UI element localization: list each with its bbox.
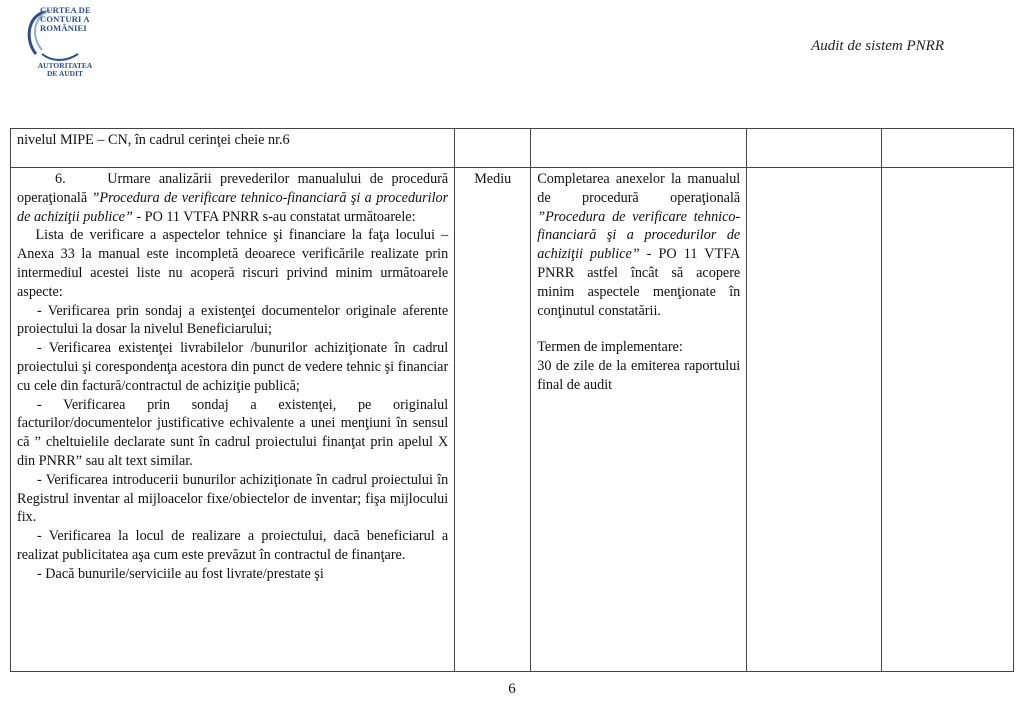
cell-extra-empty-1 bbox=[747, 129, 882, 168]
finding-bullet bbox=[17, 226, 448, 301]
table-row bbox=[11, 129, 1014, 168]
table-row bbox=[11, 168, 1014, 672]
finding-item: - Verificarea la locul de realizare a proiectului, dacă beneficiarul a realizat publicitatea aşa cum este prevăzut în contractul de finanţare. bbox=[17, 528, 449, 563]
priority-level: Mediu bbox=[474, 171, 512, 187]
cell-recommendation-empty bbox=[531, 129, 747, 168]
audit-findings-table bbox=[10, 128, 1014, 672]
cell-priority-empty bbox=[455, 129, 531, 168]
finding-item: - Verificarea introducerii bunurilor achiziţionate în cadrul proiectului în Registrul inventar al mijloacelor fixe/obiectelor de inventar; fişa mijlocului fix. bbox=[17, 471, 449, 526]
cell-finding-continuation bbox=[11, 129, 455, 168]
deadline-label: Termen de implementare: bbox=[537, 339, 683, 356]
recommendation-text-a: Completarea anexelor la manualul de procedură operaţională bbox=[537, 171, 741, 206]
finding-continuation-text: nivelul MIPE – CN, în cadrul cerinţei cheie nr.6 bbox=[17, 132, 290, 148]
deadline-text: 30 de zile de la emiterea raportului final de audit bbox=[537, 358, 741, 393]
logo-sub-line-2: DE AUDIT bbox=[46, 69, 84, 78]
cell-recommendation bbox=[531, 168, 747, 672]
finding-bullet-text: Lista de verificare a aspectelor tehnice şi financiare la faţa locului – Anexa 33 la manual este incompletă deoarece verificările realizate prin intermediul acestei liste nu acoperă riscuri privind minim următoarele aspecte: bbox=[17, 227, 449, 300]
finding-intro-b: - PO 11 VTFA PNRR s-au constatat următoarele: bbox=[132, 208, 416, 225]
finding-item: - Verificarea existenţei livrabilelor /bunurilor achiziţionate în cadrul proiectului şi corespondenţa acestora din punct de vedere tehnic şi financiar cu cele din factură/contractul de achiziţie publică; bbox=[17, 340, 449, 394]
recommendation-procedure-title: ”Procedura de verificare tehnico-financiară şi a procedurilor de achiziţii publice” bbox=[537, 208, 741, 263]
logo-line-3: ROMÂNIEI bbox=[40, 23, 87, 33]
finding-procedure-title: ”Procedura de verificare tehnico-financiară şi a procedurilor de achiziţii publice” bbox=[17, 189, 449, 225]
page-number: 6 bbox=[508, 681, 516, 697]
finding-number: 6. bbox=[55, 171, 66, 187]
logo-sub-line-1: AUTORITATEA bbox=[37, 61, 93, 70]
cell-priority bbox=[455, 168, 531, 672]
finding-item: - Dacă bunurile/serviciile au fost livrate/prestate şi bbox=[37, 565, 324, 582]
cell-finding bbox=[11, 168, 455, 672]
finding-item: - Verificarea prin sondaj a existenţei documentelor originale aferente proiectului la dosar la nivelul Beneficiarului; bbox=[17, 302, 449, 338]
finding-item: - Verificarea prin sondaj a existenţei, pe originalul facturilor/documentelor justificative echivalente a unei menţiuni în sensul că ” cheltuielile declarate sunt în cadrul proiectului finanţat prin apelul X din PNRR” sau alt text similar. bbox=[17, 396, 449, 469]
finding-intro bbox=[17, 170, 448, 226]
logo-subtitle bbox=[30, 62, 100, 78]
finding-intro-a: Urmare analizării prevederilor manualului de procedură operaţională bbox=[17, 171, 449, 206]
recommendation-text-b: - PO 11 VTFA PNRR astfel încât să acopere minim aspectele menţionate în conţinutul constatării. bbox=[537, 246, 741, 319]
cell-extra-empty-1 bbox=[747, 168, 882, 672]
cell-extra-empty-2 bbox=[882, 129, 1014, 168]
logo-line-1: CURTEA DE bbox=[40, 5, 91, 15]
logo-line-2: CONTURI A bbox=[40, 14, 90, 24]
recommendation-text bbox=[537, 170, 740, 320]
cell-extra-empty-2 bbox=[882, 168, 1014, 672]
logo-text bbox=[40, 6, 110, 33]
spacer bbox=[537, 320, 740, 338]
document-header-title: Audit de sistem PNRR bbox=[811, 38, 944, 54]
